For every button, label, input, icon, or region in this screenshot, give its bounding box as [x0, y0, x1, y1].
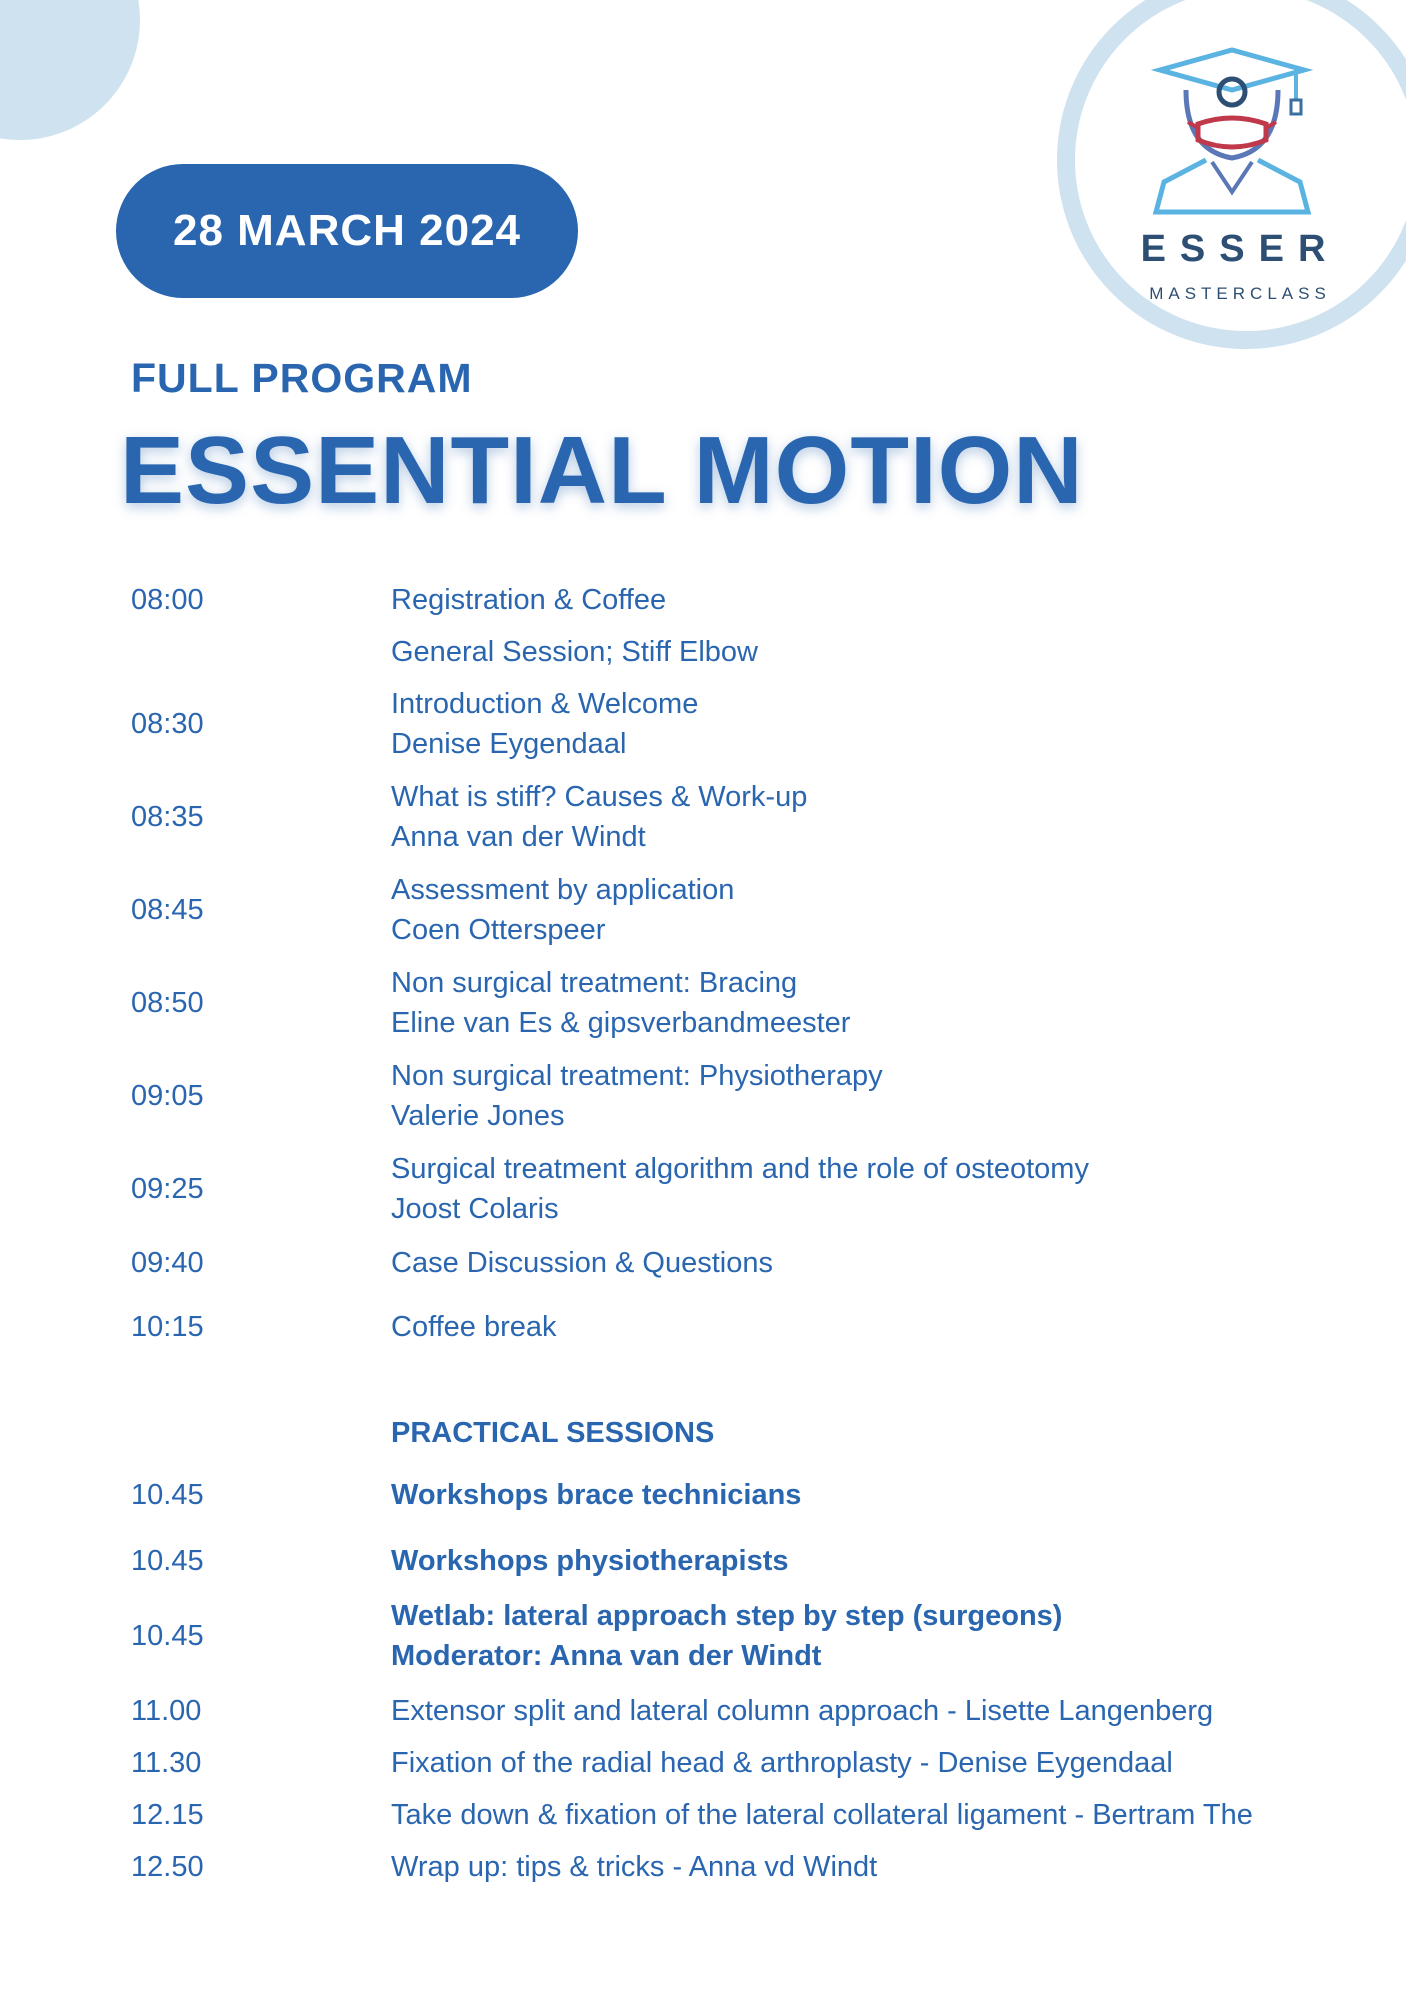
schedule-row	[131, 580, 1361, 620]
schedule-time: 12.50	[131, 1851, 204, 1883]
schedule-row	[131, 632, 1361, 672]
schedule-description	[391, 1243, 1361, 1283]
schedule-row	[131, 1475, 1361, 1515]
page-title: ESSENTIAL MOTION	[120, 417, 1084, 524]
schedule-description	[391, 1691, 1361, 1731]
schedule-time: 08:30	[131, 708, 204, 740]
schedule-row	[131, 1149, 1361, 1229]
schedule-time: 09:40	[131, 1247, 204, 1279]
program-subtitle: FULL PROGRAM	[131, 355, 473, 401]
session-speaker: Joost Colaris	[391, 1193, 559, 1225]
schedule-description	[391, 1307, 1361, 1347]
schedule-row	[131, 1743, 1361, 1783]
session-title: Workshops brace technicians	[391, 1479, 802, 1511]
schedule-row	[131, 1847, 1361, 1887]
schedule-time: 12.15	[131, 1799, 204, 1831]
schedule-time: 08:00	[131, 584, 204, 616]
session-title: Introduction & Welcome	[391, 688, 699, 720]
session-title: PRACTICAL SESSIONS	[391, 1417, 715, 1449]
schedule-row	[131, 1541, 1361, 1581]
schedule-row	[131, 1056, 1361, 1136]
schedule-description	[391, 1413, 1361, 1453]
session-speaker: Moderator: Anna van der Windt	[391, 1640, 822, 1672]
session-title: Case Discussion & Questions	[391, 1247, 773, 1279]
schedule-time: 08:50	[131, 987, 204, 1019]
schedule-description	[391, 1056, 1361, 1136]
session-title: Surgical treatment algorithm and the role of osteotomy	[391, 1153, 1089, 1185]
surgeon-graduate-icon	[1156, 50, 1308, 212]
session-speaker: Eline van Es & gipsverbandmeester	[391, 1007, 851, 1039]
schedule-time: 10.45	[131, 1620, 204, 1652]
schedule-row	[131, 870, 1361, 950]
schedule-time: 08:45	[131, 894, 204, 926]
schedule-description	[391, 632, 1361, 672]
date-badge: 28 MARCH 2024	[116, 164, 578, 298]
schedule-description	[391, 777, 1361, 857]
logo-subtitle: MASTERCLASS	[1149, 284, 1331, 303]
schedule-time: 11.00	[131, 1695, 202, 1727]
session-speaker: Anna van der Windt	[391, 821, 646, 853]
schedule-row	[131, 1413, 1361, 1453]
session-title: Wetlab: lateral approach step by step (surgeons)	[391, 1600, 1063, 1632]
schedule-row	[131, 1691, 1361, 1731]
schedule-row	[131, 963, 1361, 1043]
schedule-description	[391, 684, 1361, 764]
schedule-description	[391, 1596, 1361, 1676]
schedule-description	[391, 1541, 1361, 1581]
session-speaker: Valerie Jones	[391, 1100, 565, 1132]
logo	[1016, 0, 1406, 360]
session-title: Non surgical treatment: Physiotherapy	[391, 1060, 883, 1092]
session-speaker: Denise Eygendaal	[391, 728, 627, 760]
schedule-description	[391, 1743, 1361, 1783]
schedule-time: 10.45	[131, 1479, 204, 1511]
schedule-row	[131, 777, 1361, 857]
session-title: Wrap up: tips & tricks - Anna vd Windt	[391, 1851, 878, 1883]
schedule-row	[131, 1596, 1361, 1676]
session-title: What is stiff? Causes & Work-up	[391, 781, 808, 813]
session-title: Workshops physiotherapists	[391, 1545, 789, 1577]
session-title: Assessment by application	[391, 874, 735, 906]
schedule-description	[391, 1149, 1361, 1229]
session-title: Coffee break	[391, 1311, 557, 1343]
schedule-description	[391, 1847, 1361, 1887]
logo-wordmark: ESSER	[1140, 228, 1340, 270]
schedule-row	[131, 1795, 1361, 1835]
session-title: Registration & Coffee	[391, 584, 667, 616]
schedule-time: 10:15	[131, 1311, 204, 1343]
schedule-description	[391, 580, 1361, 620]
session-title: Extensor split and lateral column approach - Lisette Langenberg	[391, 1695, 1214, 1727]
schedule-description	[391, 1795, 1361, 1835]
schedule-time: 09:05	[131, 1080, 204, 1112]
session-speaker: Coen Otterspeer	[391, 914, 606, 946]
schedule-time: 09:25	[131, 1173, 204, 1205]
schedule-description	[391, 963, 1361, 1043]
schedule-time: 11.30	[131, 1747, 202, 1779]
schedule-description	[391, 870, 1361, 950]
schedule-time: 10.45	[131, 1545, 204, 1577]
schedule-row	[131, 1243, 1361, 1283]
session-title: General Session; Stiff Elbow	[391, 636, 758, 668]
corner-decoration	[0, 0, 140, 140]
schedule-description	[391, 1475, 1361, 1515]
schedule-row	[131, 684, 1361, 764]
session-title: Non surgical treatment: Bracing	[391, 967, 798, 999]
schedule-time: 08:35	[131, 801, 204, 833]
session-title: Fixation of the radial head & arthroplasty - Denise Eygendaal	[391, 1747, 1173, 1779]
session-title: Take down & fixation of the lateral collateral ligament - Bertram The	[391, 1799, 1253, 1831]
schedule-row	[131, 1307, 1361, 1347]
